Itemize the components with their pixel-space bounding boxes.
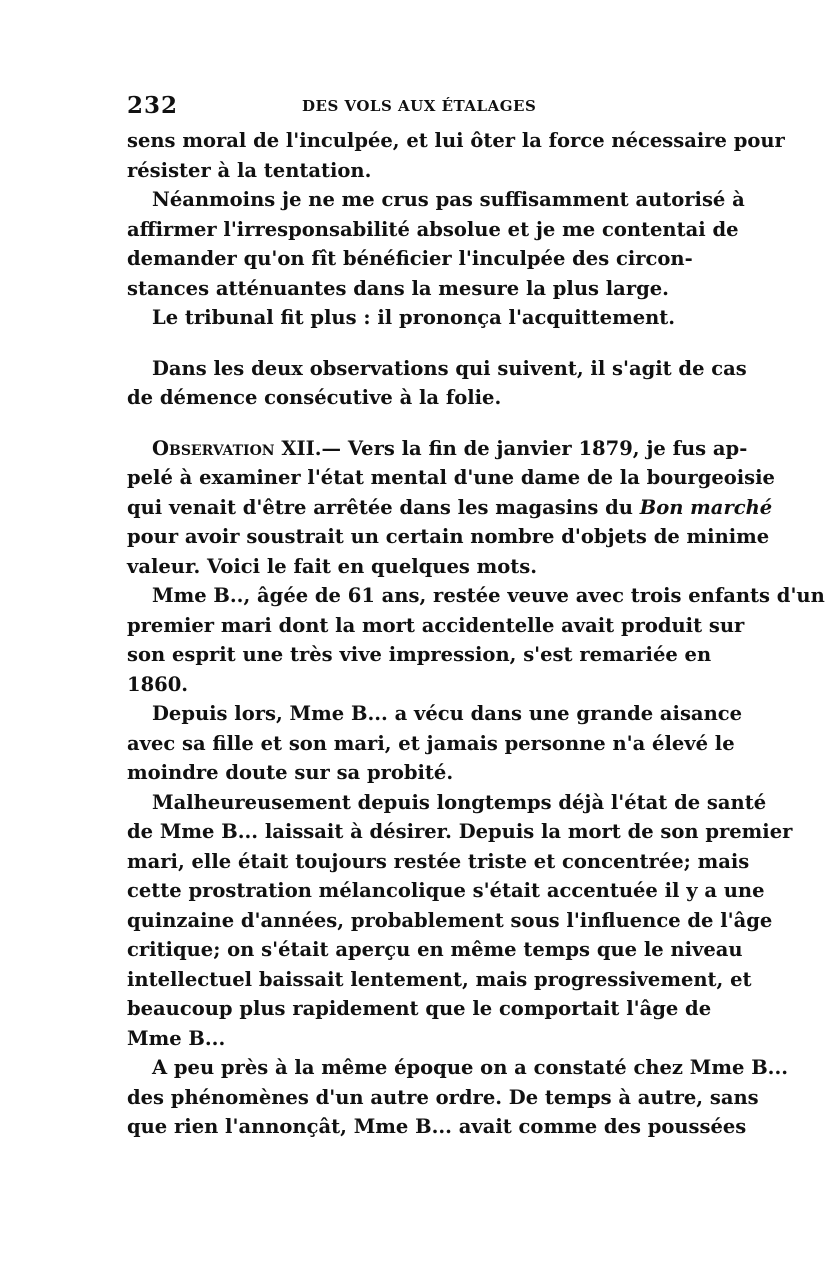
text-line: premier mari dont la mort accidentelle avait produit sur bbox=[127, 613, 745, 637]
observation-text: — Vers la fin de janvier 1879, je fus ap- bbox=[321, 436, 748, 460]
text-line: stances atténuantes dans la mesure la plus large. bbox=[127, 276, 669, 300]
text-line: demander qu'on fît bénéficier l'inculpée des circon- bbox=[127, 247, 693, 270]
text-line: pour avoir soustrait un certain nombre d'objets de minime bbox=[127, 525, 770, 548]
page-number: 232 bbox=[127, 92, 179, 119]
text-line: Néanmoins je ne me crus pas suffisamment autorisé à bbox=[152, 188, 745, 211]
text-fragment: qui venait d'être arrêtée dans les magasins du bbox=[127, 495, 640, 519]
text-line: son esprit une très vive impression, s'est remariée en bbox=[127, 643, 712, 666]
paragraph-gap bbox=[127, 413, 675, 434]
text-line: des phénomènes d'un autre ordre. De temps à autre, sans bbox=[127, 1085, 759, 1109]
running-head bbox=[127, 92, 672, 118]
observation-first-line bbox=[127, 434, 748, 464]
body-text bbox=[127, 126, 825, 1142]
text-line: avec sa fille et son mari, et jamais personne n'a élevé le bbox=[127, 731, 735, 755]
text-line-with-italic bbox=[127, 493, 773, 523]
text-line: résister à la tentation. bbox=[127, 158, 372, 182]
text-line: beaucoup plus rapidement que le comportait l'âge de bbox=[127, 997, 712, 1020]
text-line: de Mme B... laissait à désirer. Depuis la mort de son premier bbox=[127, 820, 793, 843]
text-line: Mme B... bbox=[127, 1026, 226, 1050]
running-title: DES VOLS AUX ÉTALAGES bbox=[302, 97, 537, 115]
text-line: critique; on s'était aperçu en même temps que le niveau bbox=[127, 938, 743, 961]
text-line: moindre doute sur sa probité. bbox=[127, 761, 454, 784]
observation-label: Observation XII. bbox=[152, 436, 322, 460]
store-name: Bon marché bbox=[639, 495, 773, 519]
text-line: de démence consécutive à la folie. bbox=[127, 386, 502, 409]
paragraph-gap bbox=[127, 333, 675, 354]
text-line: Depuis lors, Mme B... a vécu dans une grande aisance bbox=[152, 702, 743, 725]
text-line: pelé à examiner l'état mental d'une dame de la bourgeoisie bbox=[127, 466, 775, 489]
text-line: intellectuel baissait lentement, mais progressivement, et bbox=[127, 967, 752, 991]
text-line: quinzaine d'années, probablement sous l'influence de l'âge bbox=[127, 908, 773, 932]
text-line: valeur. Voici le fait en quelques mots. bbox=[127, 554, 538, 578]
text-line: 1860. bbox=[127, 672, 189, 696]
text-line: cette prostration mélancolique s'était accentuée il y a une bbox=[127, 879, 765, 902]
text-line: Malheureusement depuis longtemps déjà l'état de santé bbox=[152, 790, 767, 814]
text-line: A peu près à la même époque on a constaté chez Mme B... bbox=[152, 1056, 789, 1079]
text-line: mari, elle était toujours restée triste et concentrée; mais bbox=[127, 849, 750, 873]
text-line: affirmer l'irresponsabilité absolue et je me contentai de bbox=[127, 217, 739, 241]
text-line: Le tribunal fit plus : il prononça l'acquittement. bbox=[152, 306, 676, 329]
text-line: Dans les deux observations qui suivent, il s'agit de cas bbox=[152, 356, 747, 380]
text-line: que rien l'annonçât, Mme B... avait comme des poussées bbox=[127, 1115, 747, 1138]
text-line: Mme B.., âgée de 61 ans, restée veuve avec trois enfants d'un bbox=[152, 584, 825, 607]
text-line: sens moral de l'inculpée, et lui ôter la force nécessaire pour bbox=[127, 129, 785, 152]
